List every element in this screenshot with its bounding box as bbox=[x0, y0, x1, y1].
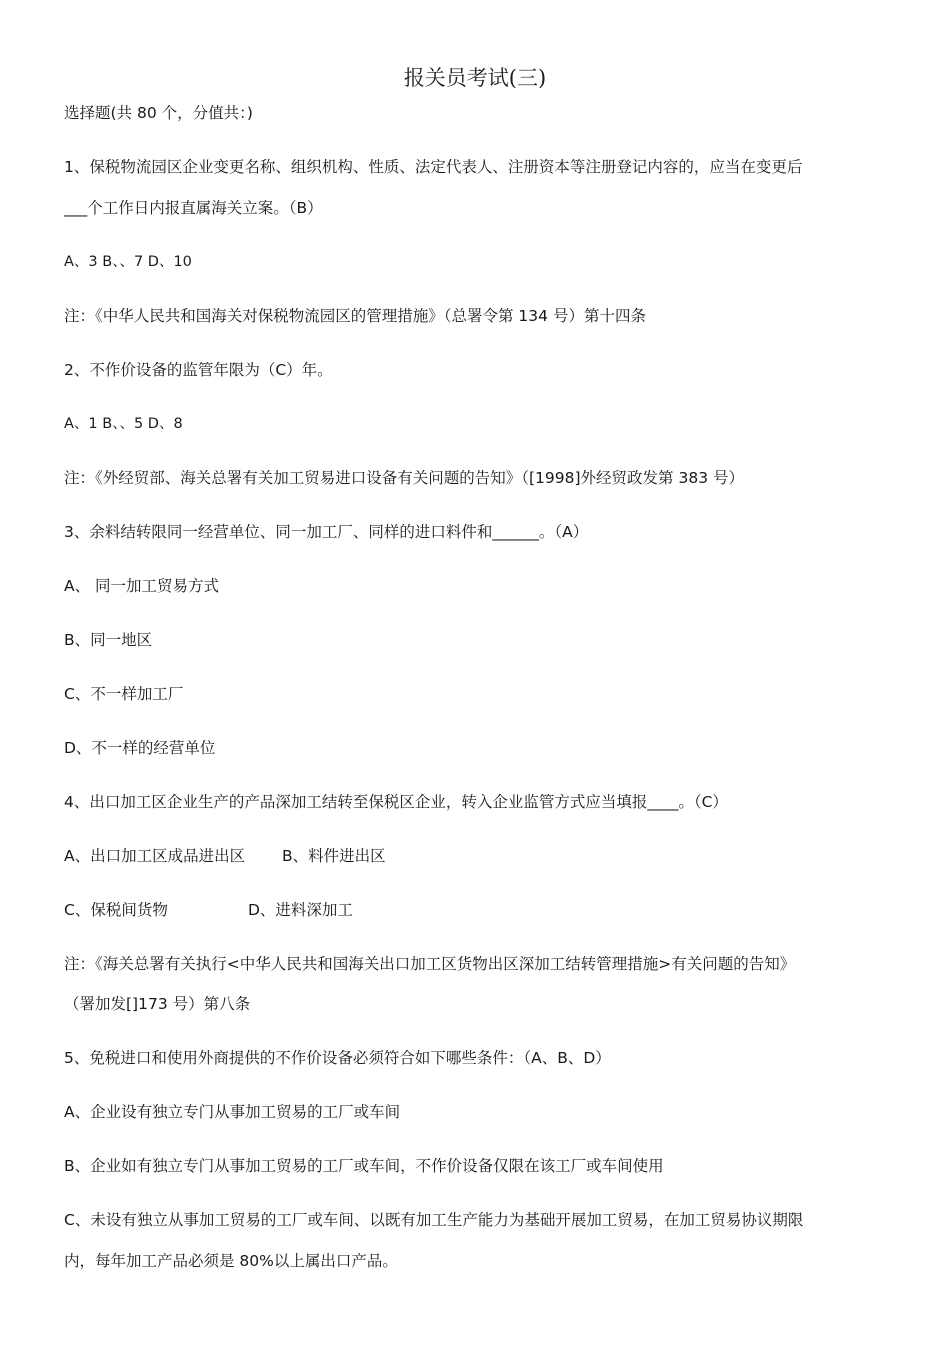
q5-text: 5、免税进口和使用外商提供的不作价设备必须符合如下哪些条件：（A、B、D） bbox=[64, 1049, 611, 1067]
document-title: 报关员考试(三) bbox=[403, 66, 547, 90]
q5-option-a: A、企业设有独立专门从事加工贸易的工厂或车间 bbox=[64, 1103, 401, 1121]
q1-note: 注：《中华人民共和国海关对保税物流园区的管理措施》（总署令第 134 号）第十四条 bbox=[64, 307, 646, 325]
q3-option-d: D、不一样的经营单位 bbox=[64, 739, 216, 757]
intro-line: 选择题(共 80 个，分值共：) bbox=[64, 104, 253, 122]
q3-option-c: C、不一样加工厂 bbox=[64, 685, 184, 703]
q3-text: 3、余料结转限同一经营单位、同一加工厂、同样的进口料件和______。（A） bbox=[64, 523, 589, 541]
q4-option-a: A、出口加工区成品进出区 bbox=[64, 847, 246, 865]
q3-option-a: A、 同一加工贸易方式 bbox=[64, 577, 220, 595]
q1-text: 1、保税物流园区企业变更名称、组织机构、性质、法定代表人、注册资本等注册登记内容的，应当在变更后 bbox=[64, 158, 803, 176]
q2-text: 2、不作价设备的监管年限为（C）年。 bbox=[64, 361, 333, 379]
q4-option-b: B、料件进出区 bbox=[282, 847, 386, 865]
q5-option-c: C、未设有独立从事加工贸易的工厂或车间、以既有加工生产能力为基础开展加工贸易，在加工贸易协议期限 bbox=[64, 1211, 804, 1229]
q5-option-c-cont: 内，每年加工产品必须是 80%以上属出口产品。 bbox=[64, 1252, 398, 1270]
q4-note: 注：《海关总署有关执行<中华人民共和国海关出口加工区货物出区深加工结转管理措施>有关问题的告知》 bbox=[64, 955, 796, 973]
q1-options: A、3 B、、7 D、10 bbox=[64, 254, 192, 270]
q4-option-c: C、保税间货物 bbox=[64, 901, 168, 919]
q1-text-cont: ___个工作日内报直属海关立案。（B） bbox=[64, 199, 323, 217]
q5-option-b: B、企业如有独立专门从事加工贸易的工厂或车间，不作价设备仅限在该工厂或车间使用 bbox=[64, 1157, 664, 1175]
q2-note: 注：《外经贸部、海关总署有关加工贸易进口设备有关问题的告知》（[1998]外经贸政发第 383 号） bbox=[64, 469, 744, 487]
q4-text: 4、出口加工区企业生产的产品深加工结转至保税区企业，转入企业监管方式应当填报____。（C） bbox=[64, 793, 728, 811]
q4-option-d: D、进料深加工 bbox=[248, 901, 353, 919]
q4-note-cont: （署加发[]173 号）第八条 bbox=[64, 995, 251, 1013]
q3-option-b: B、同一地区 bbox=[64, 631, 153, 649]
q2-options: A、1 B、、5 D、8 bbox=[64, 416, 183, 432]
